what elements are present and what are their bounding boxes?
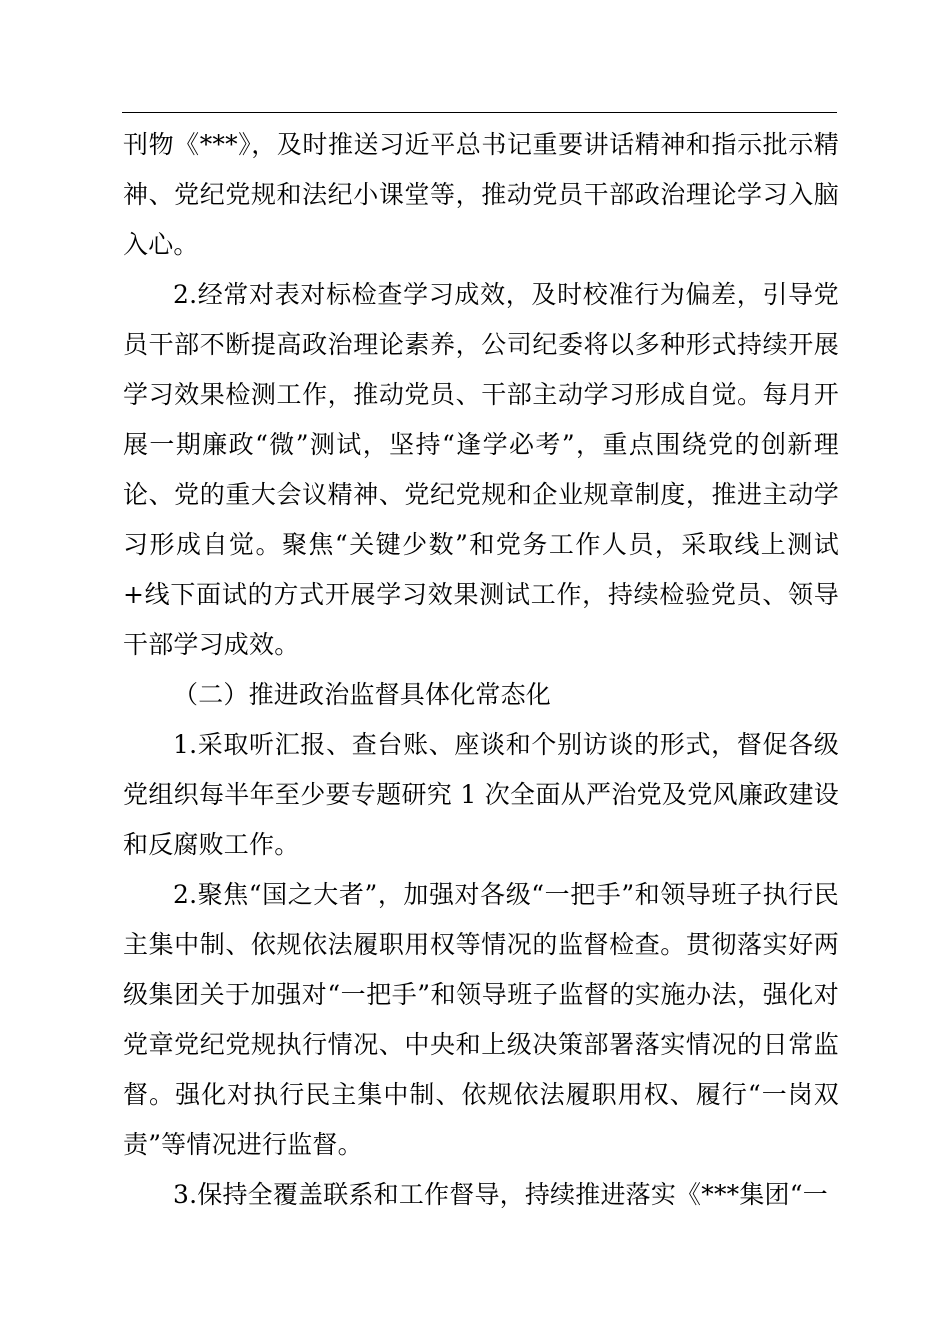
section-heading-political-supervision: （二）推进政治监督具体化常态化 [173,680,552,709]
paragraph-item-2-study-check: 2.经常对表对标检查学习成效，及时校准行为偏差，引导党员干部不断提高政治理论素养，公司纪委将以多种形式持续开展学习效果检测工作，推动党员、干部主动学习形成自觉。每月开展一期廉政“微”测试，坚持“逢学必考”，重点围绕党的创新理论、党的重大会议精神、党纪党规和企业规章制度，推进主动学习形成自觉。聚焦“关键少数”和党务工作人员，采取线上测试+线下面试的方式开展学习效果测试工作，持续检验党员、领导干部学习成效。 [123,280,839,659]
paragraph-item-3-coverage: 3.保持全覆盖联系和工作督导，持续推进落实《***集团“一 [173,1180,828,1209]
header-rule [122,112,837,113]
paragraph-item-1-reports: 1.采取听汇报、查台账、座谈和个别访谈的形式，督促各级党组织每半年至少要专题研究 1 次全面从严治党及党风廉政建设和反腐败工作。 [123,730,839,859]
paragraph-item-2-supervision: 2.聚焦“国之大者”，加强对各级“一把手”和领导班子执行民主集中制、依规依法履职用权等情况的监督检查。贯彻落实好两级集团关于加强对“一把手”和领导班子监督的实施办法，强化对党章党纪党规执行情况、中央和上级决策部署落实情况的日常监督。强化对执行民主集中制、依规依法履职用权、履行“一岗双责”等情况进行监督。 [123,880,839,1159]
body-text [123,120,839,1220]
paragraph-continuation: 刊物《***》，及时推送习近平总书记重要讲话精神和指示批示精神、党纪党规和法纪小课堂等，推动党员干部政治理论学习入脑入心。 [123,130,839,259]
